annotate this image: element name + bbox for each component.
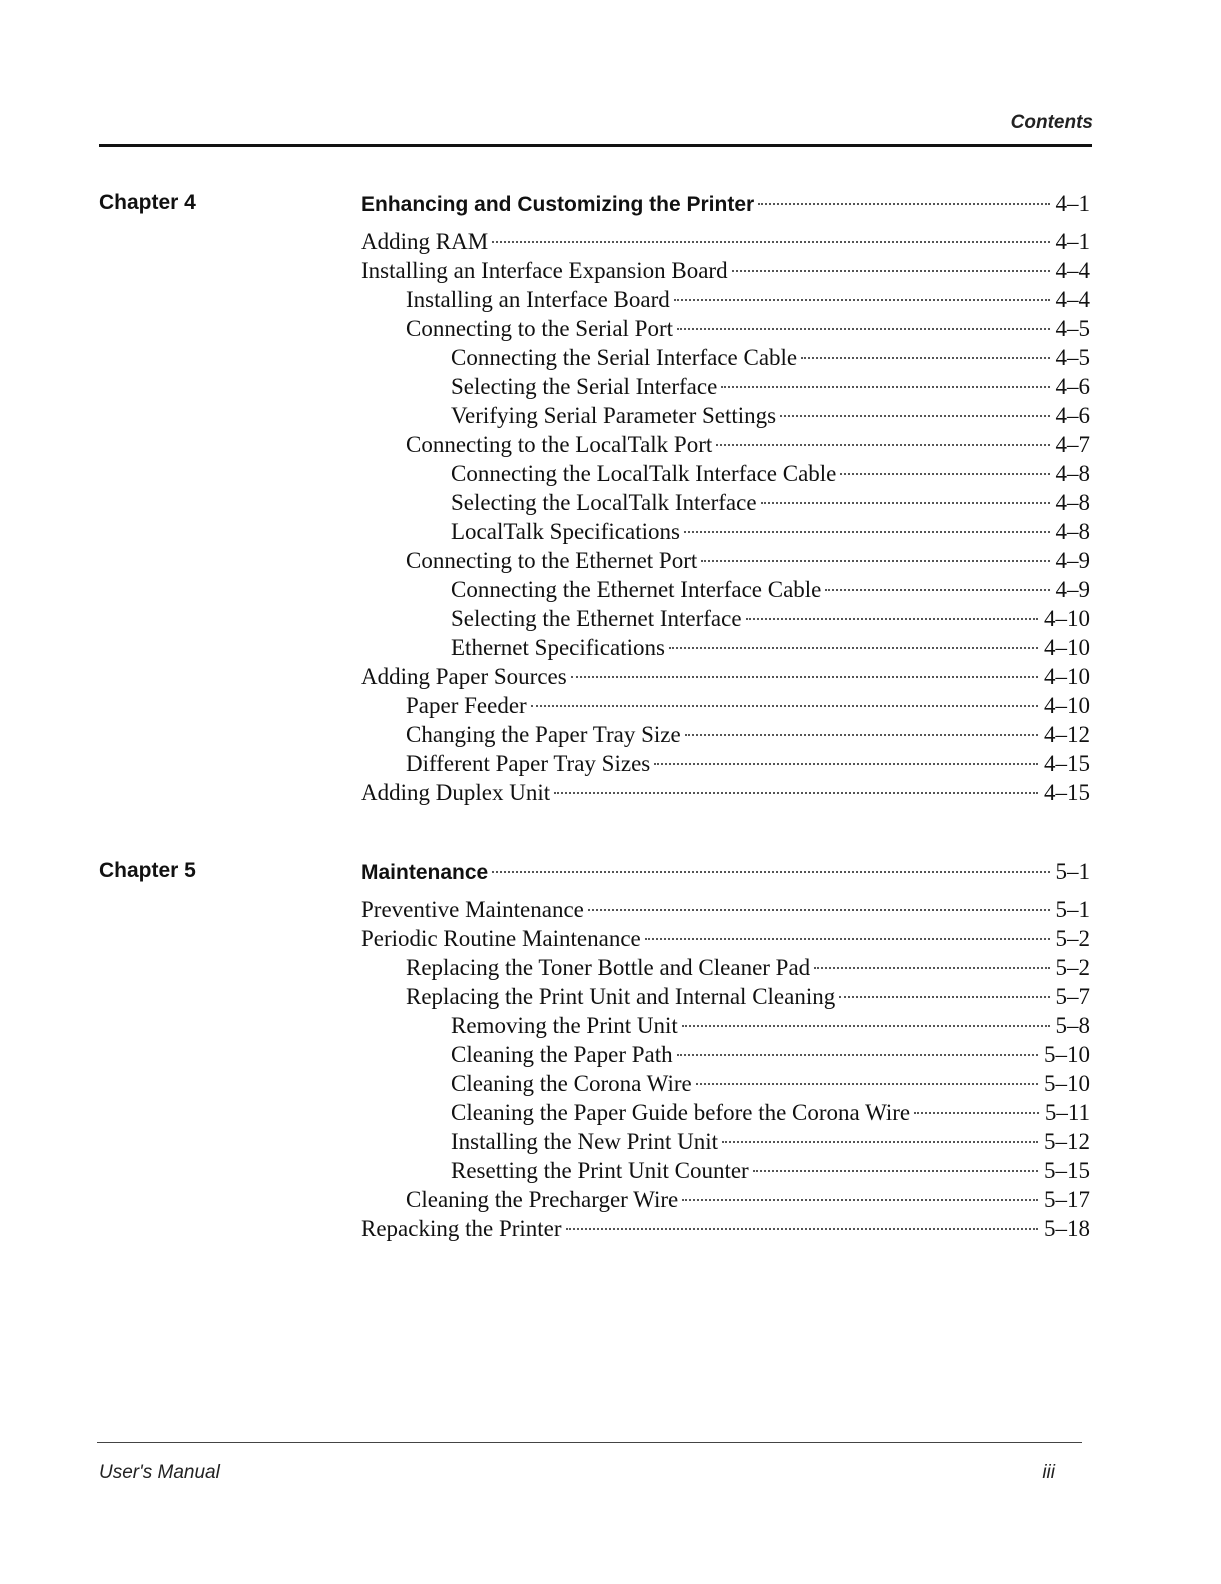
toc-entry-page: 4–10 <box>1044 635 1090 660</box>
toc-entry <box>361 1098 1090 1127</box>
toc-entry <box>361 488 1090 517</box>
toc-entry-title: Replacing the Toner Bottle and Cleaner Pad <box>406 955 811 980</box>
toc-entry-title: Connecting the Serial Interface Cable <box>451 345 798 370</box>
toc-entry <box>361 517 1090 546</box>
toc-list <box>361 187 1090 807</box>
dot-leader <box>761 502 1050 504</box>
toc-entry-title: Cleaning the Precharger Wire <box>406 1187 679 1212</box>
toc-entry <box>361 372 1090 401</box>
toc-entry-title: Cleaning the Paper Path <box>451 1042 673 1067</box>
toc-entry-title: LocalTalk Specifications <box>451 519 680 544</box>
toc-entry-page: 5–1 <box>1055 859 1090 884</box>
dot-leader <box>674 299 1050 301</box>
toc-entry <box>361 343 1090 372</box>
toc-entry-title: Periodic Routine Maintenance <box>361 926 641 951</box>
dot-leader <box>492 241 1049 243</box>
toc-entry-title: Enhancing and Customizing the Printer <box>361 193 755 216</box>
dot-leader <box>696 1083 1038 1085</box>
toc-entry-page: 4–1 <box>1055 191 1090 216</box>
toc-entry-page: 4–4 <box>1055 287 1090 312</box>
toc-entry-page: 4–5 <box>1055 316 1090 341</box>
toc-entry <box>361 982 1090 1011</box>
toc-entry-title: Adding Paper Sources <box>361 664 567 689</box>
toc-entry-page: 4–9 <box>1055 577 1090 602</box>
toc-entry <box>361 895 1090 924</box>
toc-chapter-heading <box>361 187 1090 221</box>
toc-entry-page: 4–8 <box>1055 490 1090 515</box>
toc-entry <box>361 285 1090 314</box>
toc-entry <box>361 256 1090 285</box>
toc-entry-title: Removing the Print Unit <box>451 1013 678 1038</box>
dot-leader <box>839 996 1049 998</box>
toc-entry <box>361 546 1090 575</box>
dot-leader <box>721 386 1049 388</box>
footer-manual-title: User's Manual <box>99 1462 220 1483</box>
toc-entry-page: 4–6 <box>1055 374 1090 399</box>
dot-leader <box>825 589 1049 591</box>
toc-entry-title: Connecting to the Serial Port <box>406 316 674 341</box>
toc-entry-page: 5–17 <box>1044 1187 1090 1212</box>
toc-entry-title: Selecting the Ethernet Interface <box>451 606 742 631</box>
toc-entry <box>361 430 1090 459</box>
toc-entry-page: 5–10 <box>1044 1071 1090 1096</box>
toc-entry <box>361 1069 1090 1098</box>
toc-entry <box>361 1011 1090 1040</box>
dot-leader <box>492 871 1049 873</box>
toc-entry <box>361 401 1090 430</box>
toc-entry-title: Preventive Maintenance <box>361 897 584 922</box>
dot-leader <box>753 1170 1038 1172</box>
dot-leader <box>801 357 1049 359</box>
toc-entry <box>361 778 1090 807</box>
header-rule <box>99 144 1092 147</box>
toc-entry-title: Resetting the Print Unit Counter <box>451 1158 749 1183</box>
toc-entry-page: 5–1 <box>1055 897 1090 922</box>
dot-leader <box>684 531 1050 533</box>
toc-entry-title: Selecting the Serial Interface <box>451 374 718 399</box>
toc-entry-title: Cleaning the Corona Wire <box>451 1071 692 1096</box>
dot-leader <box>645 938 1050 940</box>
dot-leader <box>840 473 1049 475</box>
dot-leader <box>780 415 1049 417</box>
dot-leader <box>732 270 1050 272</box>
dot-leader <box>588 909 1050 911</box>
toc-entry <box>361 1214 1090 1243</box>
dot-leader <box>677 1054 1038 1056</box>
dot-leader <box>554 792 1038 794</box>
toc-entry <box>361 924 1090 953</box>
dot-leader <box>701 560 1049 562</box>
dot-leader <box>914 1112 1039 1114</box>
toc-entry-page: 4–7 <box>1055 432 1090 457</box>
toc-entry <box>361 662 1090 691</box>
toc-entry-title: Connecting to the LocalTalk Port <box>406 432 713 457</box>
dot-leader <box>746 618 1038 620</box>
dot-leader <box>654 763 1038 765</box>
dot-leader <box>571 676 1038 678</box>
dot-leader <box>758 203 1049 205</box>
toc-entry-page: 4–9 <box>1055 548 1090 573</box>
toc-entry-page: 4–12 <box>1044 722 1090 747</box>
toc-entry-page: 4–1 <box>1055 229 1090 254</box>
toc-entry-title: Changing the Paper Tray Size <box>406 722 681 747</box>
dot-leader <box>677 328 1049 330</box>
toc-entry-title: Connecting to the Ethernet Port <box>406 548 698 573</box>
dot-leader <box>682 1025 1050 1027</box>
toc-entry-title: Adding RAM <box>361 229 489 254</box>
toc-entry-page: 4–5 <box>1055 345 1090 370</box>
toc-entry-page: 4–15 <box>1044 751 1090 776</box>
toc-entry-page: 4–10 <box>1044 693 1090 718</box>
toc-entry-page: 4–10 <box>1044 606 1090 631</box>
toc-entry-title: Cleaning the Paper Guide before the Corona Wire <box>451 1100 911 1125</box>
toc-entry <box>361 604 1090 633</box>
toc-entry-page: 5–18 <box>1044 1216 1090 1241</box>
toc-entry <box>361 314 1090 343</box>
toc-entry-title: Connecting the LocalTalk Interface Cable <box>451 461 837 486</box>
dot-leader <box>685 734 1038 736</box>
toc-entry-page: 5–2 <box>1055 955 1090 980</box>
toc-list <box>361 855 1090 1243</box>
toc-entry-title: Connecting the Ethernet Interface Cable <box>451 577 822 602</box>
dot-leader <box>682 1199 1038 1201</box>
toc-entry-page: 5–15 <box>1044 1158 1090 1183</box>
toc-entry <box>361 459 1090 488</box>
toc-entry <box>361 953 1090 982</box>
toc-entry-page: 5–7 <box>1055 984 1090 1009</box>
chapter-label: Chapter 5 <box>99 859 196 882</box>
toc-entry-title: Replacing the Print Unit and Internal Cleaning <box>406 984 836 1009</box>
toc-entry-page: 4–8 <box>1055 519 1090 544</box>
toc-entry <box>361 691 1090 720</box>
toc-entry-title: Selecting the LocalTalk Interface <box>451 490 757 515</box>
toc-entry <box>361 720 1090 749</box>
toc-entry <box>361 1185 1090 1214</box>
toc-entry <box>361 227 1090 256</box>
toc-entry-page: 4–15 <box>1044 780 1090 805</box>
toc-entry-page: 5–2 <box>1055 926 1090 951</box>
toc-entry-page: 5–8 <box>1055 1013 1090 1038</box>
toc-entry-page: 4–4 <box>1055 258 1090 283</box>
toc-entry-title: Installing an Interface Board <box>406 287 670 312</box>
toc-entry-title: Installing an Interface Expansion Board <box>361 258 728 283</box>
toc-chapter-heading <box>361 855 1090 889</box>
dot-leader <box>566 1228 1038 1230</box>
running-head: Contents <box>1010 112 1093 133</box>
toc-entry-page: 4–8 <box>1055 461 1090 486</box>
toc-entry-title: Maintenance <box>361 861 489 884</box>
toc-entry <box>361 749 1090 778</box>
toc-entry <box>361 1127 1090 1156</box>
toc-entry-title: Repacking the Printer <box>361 1216 562 1241</box>
toc-entry-title: Adding Duplex Unit <box>361 780 551 805</box>
toc-entry-title: Paper Feeder <box>406 693 527 718</box>
toc-entry <box>361 1156 1090 1185</box>
toc-entry <box>361 1040 1090 1069</box>
toc-entry-page: 4–6 <box>1055 403 1090 428</box>
toc-entry <box>361 633 1090 662</box>
toc-entry-title: Different Paper Tray Sizes <box>406 751 651 776</box>
chapter-label: Chapter 4 <box>99 191 196 214</box>
toc-entry-title: Ethernet Specifications <box>451 635 665 660</box>
footer-page-number: iii <box>1042 1462 1055 1483</box>
toc-entry <box>361 575 1090 604</box>
dot-leader <box>722 1141 1038 1143</box>
toc-entry-title: Installing the New Print Unit <box>451 1129 719 1154</box>
toc-entry-page: 4–10 <box>1044 664 1090 689</box>
toc-entry-page: 5–10 <box>1044 1042 1090 1067</box>
dot-leader <box>814 967 1049 969</box>
dot-leader <box>531 705 1038 707</box>
dot-leader <box>669 647 1038 649</box>
footer-rule <box>97 1442 1082 1443</box>
toc-entry-title: Verifying Serial Parameter Settings <box>451 403 777 428</box>
dot-leader <box>716 444 1049 446</box>
toc-entry-page: 5–11 <box>1044 1100 1090 1125</box>
toc-entry-page: 5–12 <box>1044 1129 1090 1154</box>
